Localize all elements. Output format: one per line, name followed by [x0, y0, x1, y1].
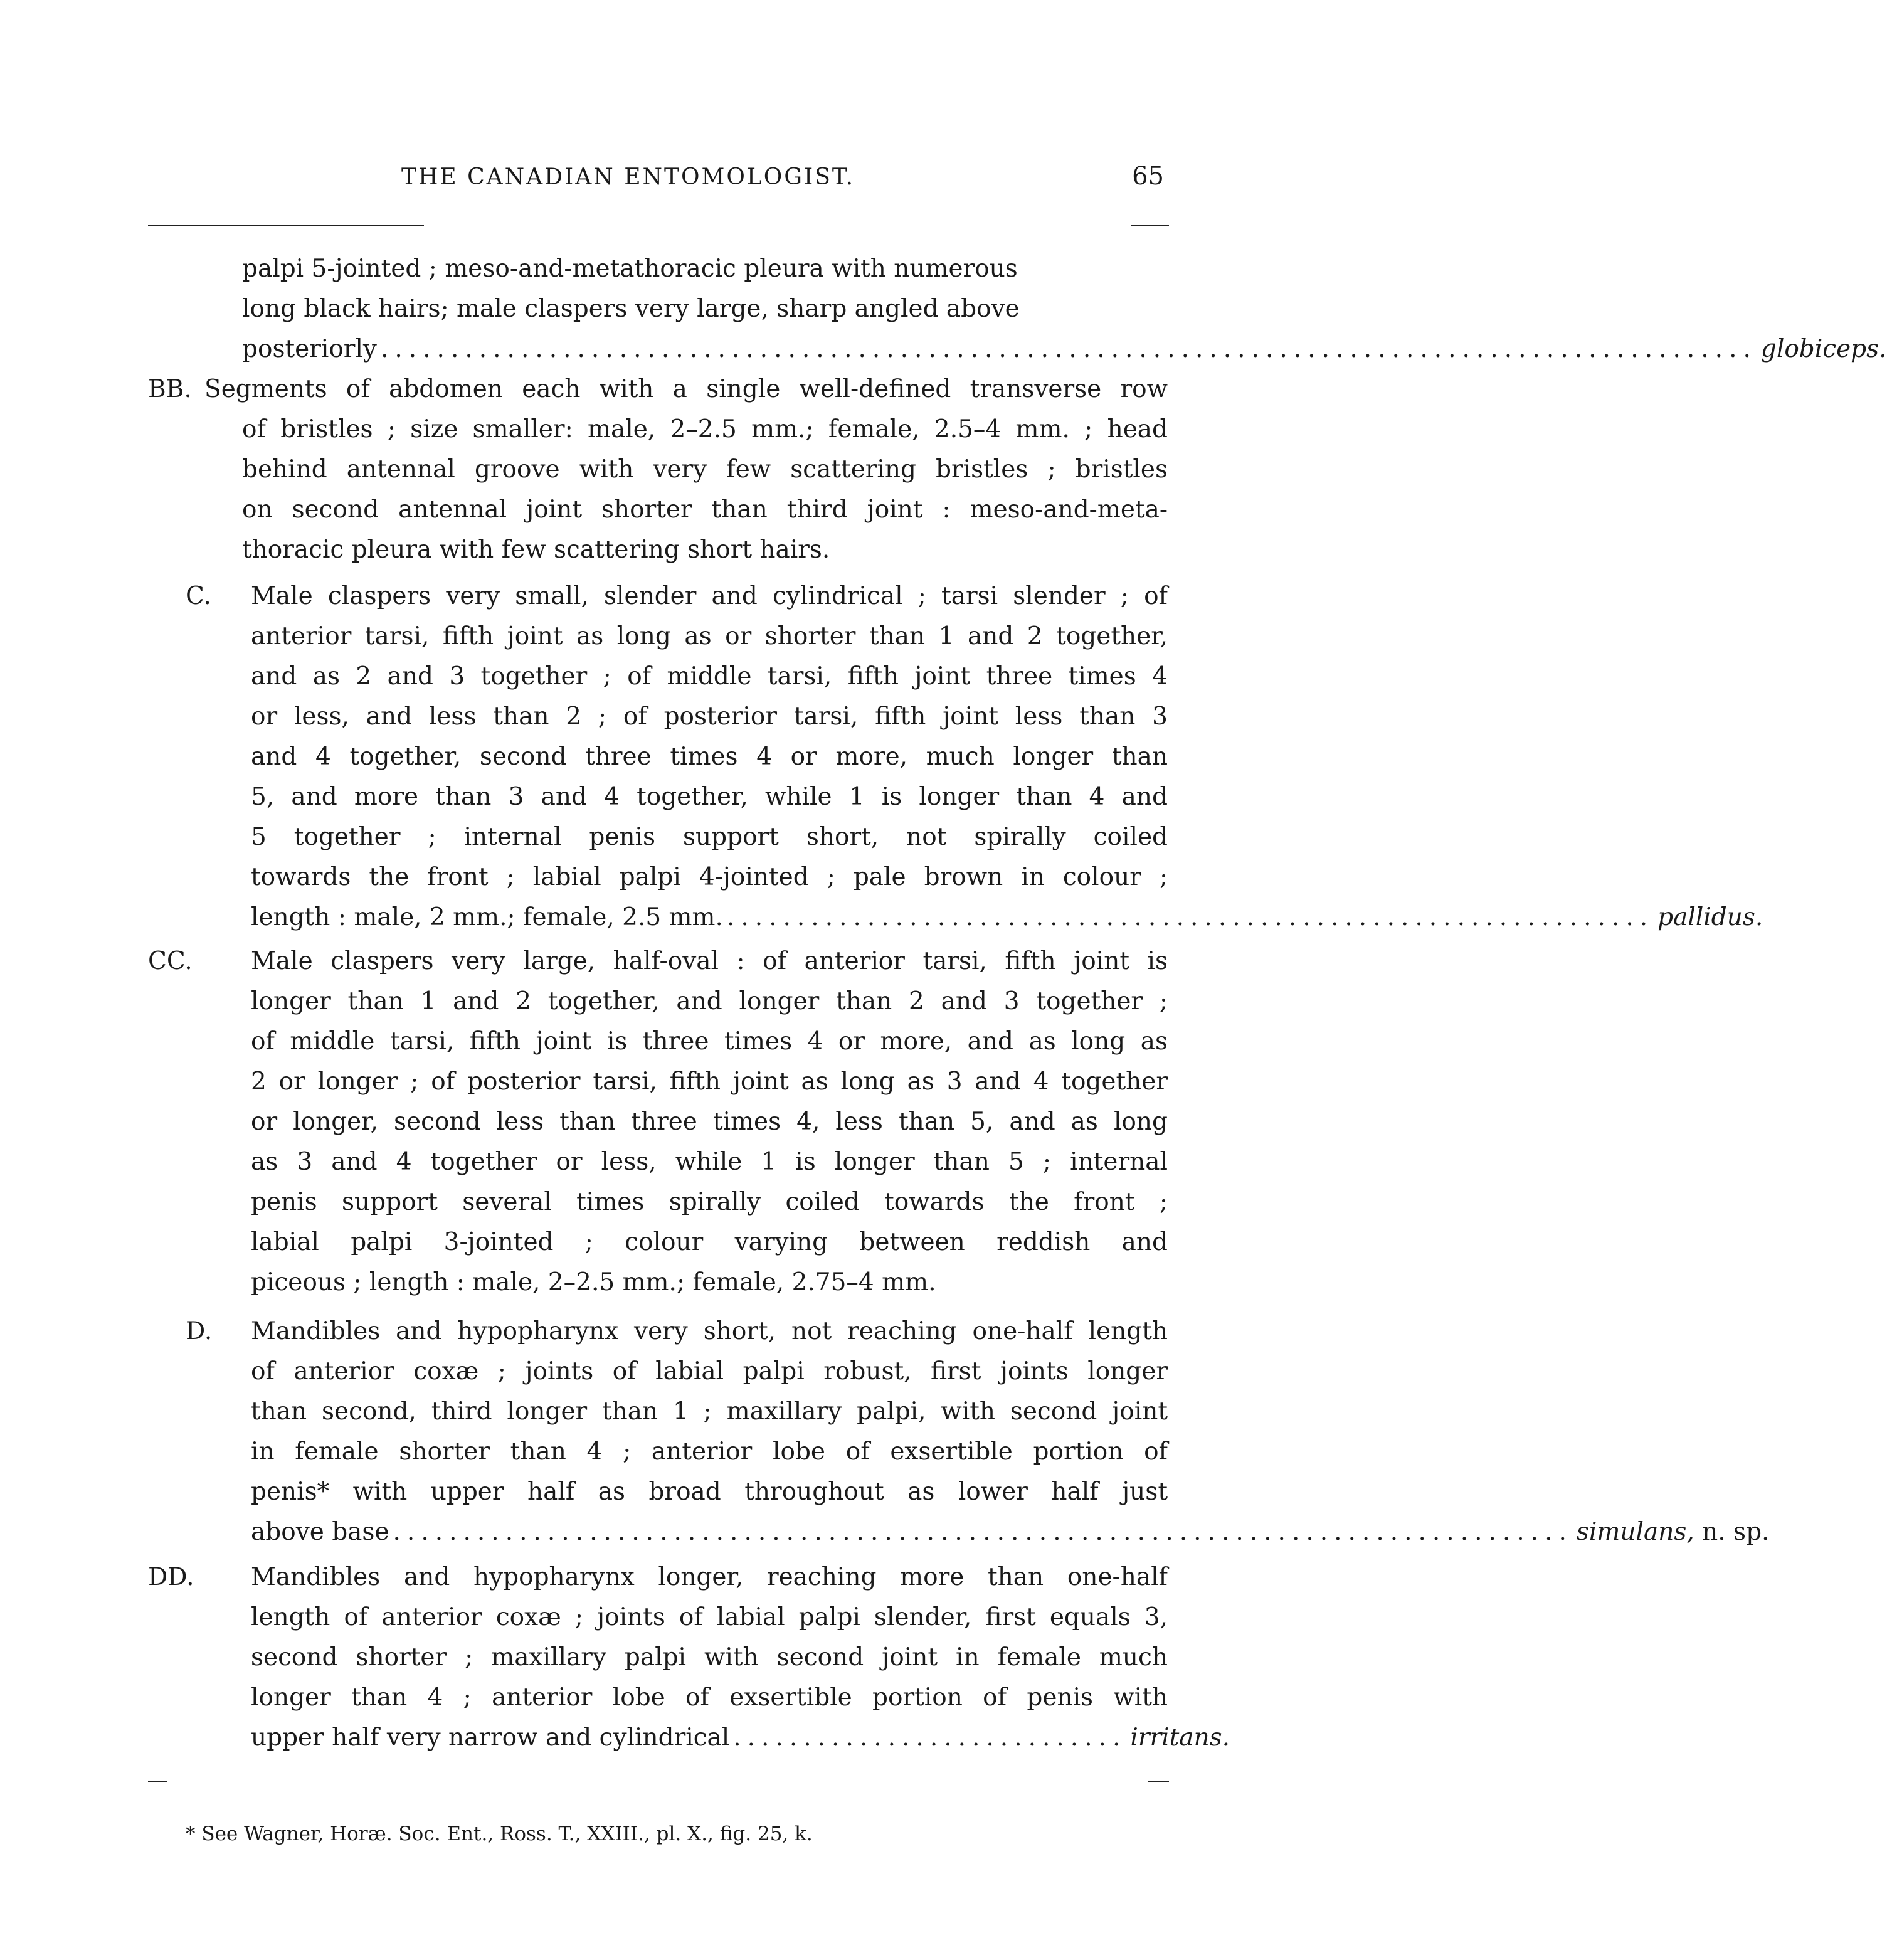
text-line: penis support several times spirally coiled towards the front ;	[251, 1188, 1168, 1216]
species-name: globiceps.	[1760, 335, 1887, 363]
text-line: in female shorter than 4 ; anterior lobe of exsertible portion of	[251, 1438, 1168, 1466]
text-line: Male claspers very large, half-oval : of anterior tarsi, fifth joint is	[251, 947, 1168, 975]
text-line: thoracic pleura with few scattering short hairs.	[242, 536, 830, 564]
text-line: and 4 together, second three times 4 or more, much longer than	[251, 743, 1168, 771]
species-name: pallidus.	[1657, 903, 1763, 931]
species-name: simulans,	[1576, 1518, 1694, 1546]
header-rule-right	[1131, 225, 1169, 226]
text-line: length : male, 2 mm.; female, 2.5 mm. .................................................................. pallidus.	[251, 903, 1763, 931]
journal-title: THE CANADIAN ENTOMOLOGIST.	[401, 164, 855, 190]
text-line: on second antennal joint shorter than third joint : meso-and-meta-	[242, 495, 1168, 524]
text-line: 5, and more than 3 and 4 together, while 1 is longer than 4 and	[251, 783, 1168, 811]
text-line: longer than 1 and 2 together, and longer than 2 and 3 together ;	[251, 987, 1168, 1015]
text-line: palpi 5-jointed ; meso-and-metathoracic pleura with numerous	[242, 255, 1018, 283]
text-line: long black hairs; male claspers very large, sharp angled above	[242, 295, 1020, 323]
text-line: as 3 and 4 together or less, while 1 is longer than 5 ; internal	[251, 1148, 1168, 1176]
species-name: irritans.	[1130, 1724, 1230, 1752]
text-line: anterior tarsi, fifth joint as long as or shorter than 1 and 2 together,	[251, 622, 1168, 650]
text-line: upper half very narrow and cylindrical ............................ irritans.	[251, 1724, 1230, 1752]
running-header	[0, 164, 1317, 202]
text-line: of middle tarsi, fifth joint is three times 4 or more, and as long as	[251, 1027, 1168, 1056]
key-label-dd: DD.	[148, 1563, 194, 1591]
key-label-cc: CC.	[148, 947, 193, 975]
key-label-bb: BB.	[148, 375, 192, 403]
text-line: piceous ; length : male, 2–2.5 mm.; female, 2.75–4 mm.	[251, 1268, 936, 1296]
text-line: behind antennal groove with very few scattering bristles ; bristles	[242, 455, 1168, 484]
footnote-rule-left	[148, 1781, 167, 1782]
text-line: Segments of abdomen each with a single well-defined transverse row	[204, 375, 1168, 403]
text-line: penis* with upper half as broad throughout as lower half just	[251, 1478, 1168, 1506]
text-line: Mandibles and hypopharynx longer, reaching more than one-half	[251, 1563, 1168, 1591]
key-label-c: C.	[186, 582, 211, 610]
text-line: of anterior coxæ ; joints of labial palpi robust, first joints longer	[251, 1357, 1168, 1385]
text-line: than second, third longer than 1 ; maxillary palpi, with second joint	[251, 1397, 1168, 1426]
text-line: posteriorly .................................................................................................. globiceps.	[242, 335, 1887, 363]
footnote: * See Wagner, Horæ. Soc. Ent., Ross. T., XXIII., pl. X., fig. 25, k.	[186, 1823, 813, 1845]
text-line: longer than 4 ; anterior lobe of exsertible portion of penis with	[251, 1683, 1168, 1712]
footnote-rule-right	[1148, 1781, 1169, 1782]
text-line: or less, and less than 2 ; of posterior tarsi, fifth joint less than 3	[251, 702, 1168, 731]
text-line: Mandibles and hypopharynx very short, not reaching one-half length	[251, 1317, 1168, 1345]
text-line: of bristles ; size smaller: male, 2–2.5 mm.; female, 2.5–4 mm. ; head	[242, 415, 1168, 443]
header-rule-left	[148, 225, 424, 226]
page-number: 65	[1132, 162, 1164, 191]
text-line: 5 together ; internal penis support short, not spirally coiled	[251, 823, 1168, 851]
text-line: or longer, second less than three times 4, less than 5, and as long	[251, 1108, 1168, 1136]
text-line: 2 or longer ; of posterior tarsi, fifth joint as long as 3 and 4 together	[251, 1067, 1168, 1096]
key-label-d: D.	[186, 1317, 213, 1345]
text-line: Male claspers very small, slender and cylindrical ; tarsi slender ; of	[251, 582, 1168, 610]
text-line: and as 2 and 3 together ; of middle tarsi, fifth joint three times 4	[251, 662, 1168, 691]
text-line: second shorter ; maxillary palpi with second joint in female much	[251, 1643, 1168, 1671]
text-line: labial palpi 3-jointed ; colour varying between reddish and	[251, 1228, 1168, 1256]
text-line: length of anterior coxæ ; joints of labial palpi slender, first equals 3,	[251, 1603, 1168, 1631]
text-line: towards the front ; labial palpi 4-jointed ; pale brown in colour ;	[251, 863, 1168, 891]
text-line: above base .................................................................................... simulans, n. sp.	[251, 1518, 1770, 1546]
